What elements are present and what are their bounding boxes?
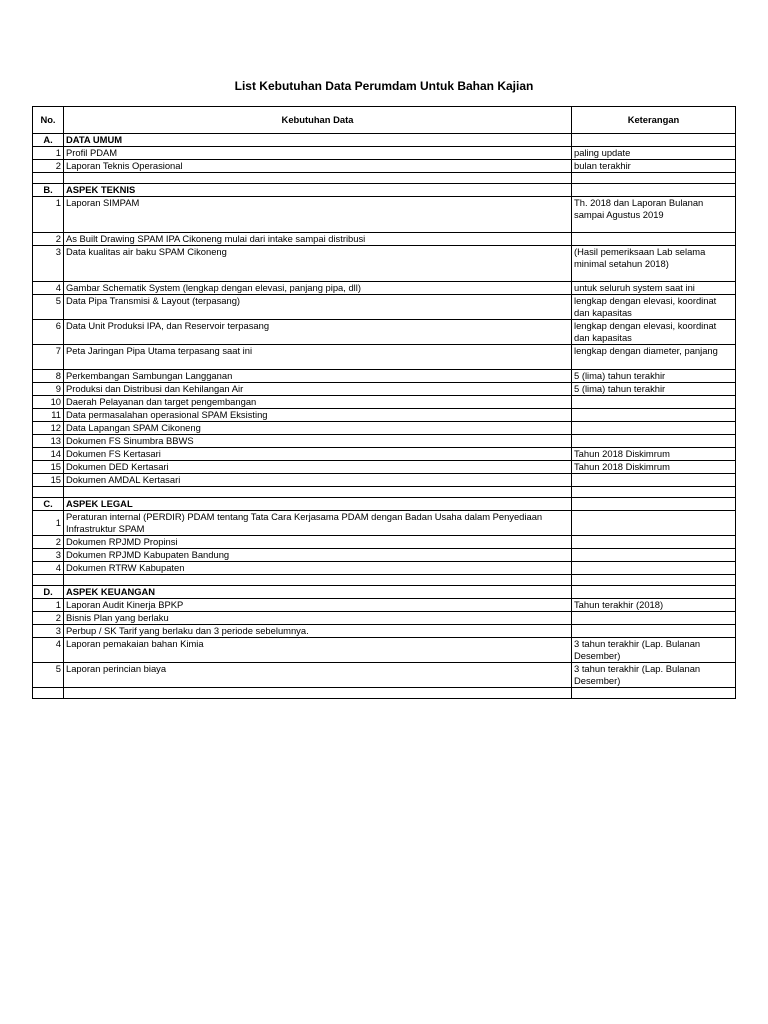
row-number: 12 bbox=[33, 422, 64, 435]
blank-cell bbox=[572, 688, 736, 699]
row-need: As Built Drawing SPAM IPA Cikoneng mulai dari intake sampai distribusi bbox=[64, 233, 572, 246]
table-row bbox=[33, 396, 736, 409]
row-note: lengkap dengan diameter, panjang bbox=[572, 345, 736, 370]
section-header-row bbox=[33, 586, 736, 599]
table-row bbox=[33, 295, 736, 320]
row-number: 4 bbox=[33, 282, 64, 295]
row-need: Data Lapangan SPAM Cikoneng bbox=[64, 422, 572, 435]
table-row bbox=[33, 409, 736, 422]
row-need: Perbup / SK Tarif yang berlaku dan 3 periode sebelumnya. bbox=[64, 625, 572, 638]
data-needs-table bbox=[32, 106, 736, 699]
row-note bbox=[572, 536, 736, 549]
row-number: 7 bbox=[33, 345, 64, 370]
row-note: (Hasil pemeriksaan Lab selama minimal setahun 2018) bbox=[572, 246, 736, 282]
table-row bbox=[33, 160, 736, 173]
row-number: 2 bbox=[33, 612, 64, 625]
table-row bbox=[33, 147, 736, 160]
row-note: lengkap dengan elevasi, koordinat dan kapasitas bbox=[572, 320, 736, 345]
blank-row bbox=[33, 688, 736, 699]
row-need: Data kualitas air baku SPAM Cikoneng bbox=[64, 246, 572, 282]
blank-cell bbox=[64, 487, 572, 498]
row-note: Tahun 2018 Diskimrum bbox=[572, 461, 736, 474]
section-header-row bbox=[33, 134, 736, 147]
table-row bbox=[33, 345, 736, 370]
header-no: No. bbox=[33, 107, 64, 134]
row-note: lengkap dengan elevasi, koordinat dan kapasitas bbox=[572, 295, 736, 320]
row-need: Laporan Audit Kinerja BPKP bbox=[64, 599, 572, 612]
row-need: Profil PDAM bbox=[64, 147, 572, 160]
row-note: Tahun 2018 Diskimrum bbox=[572, 448, 736, 461]
row-need: Laporan pemakaian bahan Kimia bbox=[64, 638, 572, 663]
row-number: 1 bbox=[33, 197, 64, 233]
table-row bbox=[33, 197, 736, 233]
row-note bbox=[572, 233, 736, 246]
blank-cell bbox=[64, 173, 572, 184]
table-row bbox=[33, 612, 736, 625]
row-note: Tahun terakhir (2018) bbox=[572, 599, 736, 612]
section-note bbox=[572, 498, 736, 511]
blank-cell bbox=[33, 487, 64, 498]
table-row bbox=[33, 448, 736, 461]
row-note bbox=[572, 612, 736, 625]
section-name: ASPEK LEGAL bbox=[64, 498, 572, 511]
blank-row bbox=[33, 575, 736, 586]
section-name: ASPEK TEKNIS bbox=[64, 184, 572, 197]
row-note bbox=[572, 511, 736, 536]
row-number: 3 bbox=[33, 246, 64, 282]
blank-cell bbox=[64, 575, 572, 586]
blank-cell bbox=[33, 575, 64, 586]
row-need: Dokumen AMDAL Kertasari bbox=[64, 474, 572, 487]
blank-row bbox=[33, 173, 736, 184]
table-row bbox=[33, 549, 736, 562]
row-note bbox=[572, 474, 736, 487]
table-body bbox=[33, 134, 736, 699]
row-need: Dokumen FS Sinumbra BBWS bbox=[64, 435, 572, 448]
header-need: Kebutuhan Data bbox=[64, 107, 572, 134]
section-code: D. bbox=[33, 586, 64, 599]
section-name: ASPEK KEUANGAN bbox=[64, 586, 572, 599]
row-note bbox=[572, 435, 736, 448]
row-note: 3 tahun terakhir (Lap. Bulanan Desember) bbox=[572, 638, 736, 663]
blank-cell bbox=[64, 688, 572, 699]
table-row bbox=[33, 599, 736, 612]
row-note bbox=[572, 396, 736, 409]
row-number: 6 bbox=[33, 320, 64, 345]
row-need: Peta Jaringan Pipa Utama terpasang saat ini bbox=[64, 345, 572, 370]
row-number: 2 bbox=[33, 160, 64, 173]
section-note bbox=[572, 134, 736, 147]
page-title: List Kebutuhan Data Perumdam Untuk Bahan Kajian bbox=[234, 79, 534, 93]
row-note bbox=[572, 409, 736, 422]
row-number: 2 bbox=[33, 233, 64, 246]
row-number: 3 bbox=[33, 625, 64, 638]
table-header-row bbox=[33, 107, 736, 134]
blank-cell bbox=[572, 173, 736, 184]
row-need: Dokumen RPJMD Propinsi bbox=[64, 536, 572, 549]
row-need: Produksi dan Distribusi dan Kehilangan Air bbox=[64, 383, 572, 396]
section-header-row bbox=[33, 184, 736, 197]
row-need: Peraturan internal (PERDIR) PDAM tentang Tata Cara Kerjasama PDAM dengan Badan Usaha dalam Penyediaan Infrastruktur SPAM bbox=[64, 511, 572, 536]
section-note bbox=[572, 184, 736, 197]
row-number: 9 bbox=[33, 383, 64, 396]
blank-row bbox=[33, 487, 736, 498]
section-code: C. bbox=[33, 498, 64, 511]
table-row bbox=[33, 562, 736, 575]
row-number: 1 bbox=[33, 511, 64, 536]
table-row bbox=[33, 625, 736, 638]
blank-cell bbox=[572, 575, 736, 586]
row-note: bulan terakhir bbox=[572, 160, 736, 173]
row-need: Laporan Teknis Operasional bbox=[64, 160, 572, 173]
row-note: 5 (lima) tahun terakhir bbox=[572, 370, 736, 383]
row-need: Laporan SIMPAM bbox=[64, 197, 572, 233]
table-row bbox=[33, 435, 736, 448]
row-number: 4 bbox=[33, 562, 64, 575]
row-number: 2 bbox=[33, 536, 64, 549]
row-number: 3 bbox=[33, 549, 64, 562]
row-need: Dokumen RTRW Kabupaten bbox=[64, 562, 572, 575]
header-note: Keterangan bbox=[572, 107, 736, 134]
row-note bbox=[572, 549, 736, 562]
row-note bbox=[572, 422, 736, 435]
row-need: Dokumen FS Kertasari bbox=[64, 448, 572, 461]
section-header-row bbox=[33, 498, 736, 511]
row-need: Daerah Pelayanan dan target pengembangan bbox=[64, 396, 572, 409]
section-code: A. bbox=[33, 134, 64, 147]
row-note bbox=[572, 562, 736, 575]
row-number: 4 bbox=[33, 638, 64, 663]
row-number: 8 bbox=[33, 370, 64, 383]
row-number: 1 bbox=[33, 599, 64, 612]
table-row bbox=[33, 320, 736, 345]
row-number: 5 bbox=[33, 663, 64, 688]
row-need: Data permasalahan operasional SPAM Eksisting bbox=[64, 409, 572, 422]
blank-cell bbox=[33, 173, 64, 184]
table-row bbox=[33, 638, 736, 663]
table-row bbox=[33, 511, 736, 536]
table-row bbox=[33, 536, 736, 549]
row-need: Dokumen DED Kertasari bbox=[64, 461, 572, 474]
row-need: Data Pipa Transmisi & Layout (terpasang) bbox=[64, 295, 572, 320]
table-row bbox=[33, 474, 736, 487]
row-note: 5 (lima) tahun terakhir bbox=[572, 383, 736, 396]
row-note bbox=[572, 625, 736, 638]
row-number: 14 bbox=[33, 448, 64, 461]
row-number: 5 bbox=[33, 295, 64, 320]
row-note: paling update bbox=[572, 147, 736, 160]
blank-cell bbox=[33, 688, 64, 699]
row-need: Laporan perincian biaya bbox=[64, 663, 572, 688]
row-need: Perkembangan Sambungan Langganan bbox=[64, 370, 572, 383]
row-number: 11 bbox=[33, 409, 64, 422]
section-name: DATA UMUM bbox=[64, 134, 572, 147]
section-code: B. bbox=[33, 184, 64, 197]
table-row bbox=[33, 246, 736, 282]
row-need: Gambar Schematik System (lengkap dengan elevasi, panjang pipa, dll) bbox=[64, 282, 572, 295]
row-number: 15 bbox=[33, 461, 64, 474]
table-row bbox=[33, 370, 736, 383]
row-note: Th. 2018 dan Laporan Bulanan sampai Agustus 2019 bbox=[572, 197, 736, 233]
table-row bbox=[33, 282, 736, 295]
row-number: 10 bbox=[33, 396, 64, 409]
blank-cell bbox=[572, 487, 736, 498]
row-need: Dokumen RPJMD Kabupaten Bandung bbox=[64, 549, 572, 562]
row-need: Data Unit Produksi IPA, dan Reservoir terpasang bbox=[64, 320, 572, 345]
row-number: 1 bbox=[33, 147, 64, 160]
table-row bbox=[33, 461, 736, 474]
section-note bbox=[572, 586, 736, 599]
row-note: 3 tahun terakhir (Lap. Bulanan Desember) bbox=[572, 663, 736, 688]
row-number: 13 bbox=[33, 435, 64, 448]
row-number: 15 bbox=[33, 474, 64, 487]
table-row bbox=[33, 383, 736, 396]
row-need: Bisnis Plan yang berlaku bbox=[64, 612, 572, 625]
table-row bbox=[33, 422, 736, 435]
table-row bbox=[33, 233, 736, 246]
table-row bbox=[33, 663, 736, 688]
row-note: untuk seluruh system saat ini bbox=[572, 282, 736, 295]
